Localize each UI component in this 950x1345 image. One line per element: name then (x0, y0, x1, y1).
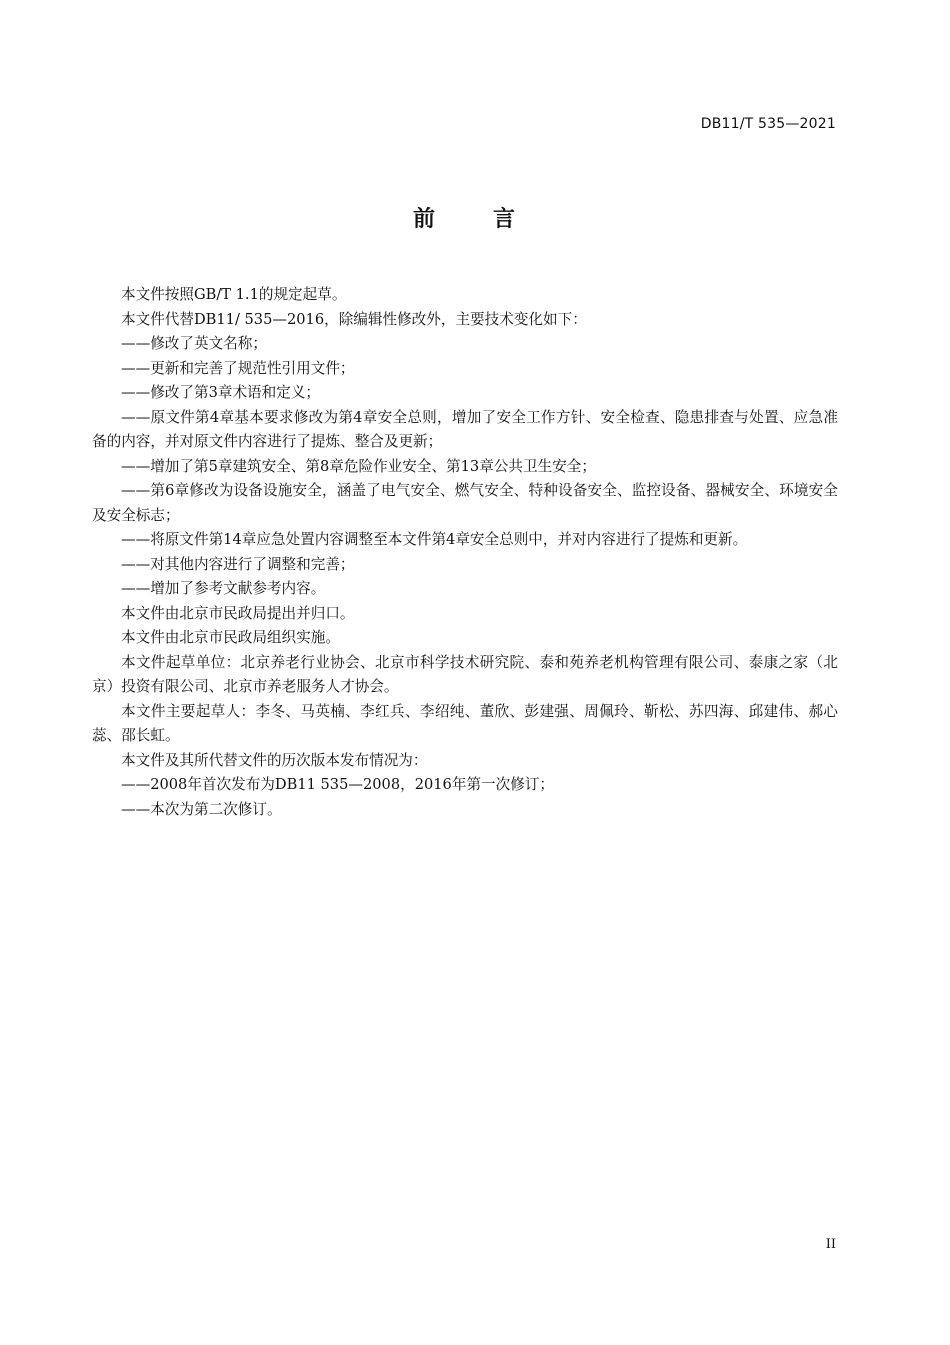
paragraph: ——对其他内容进行了调整和完善； (121, 555, 355, 573)
paragraph: ——更新和完善了规范性引用文件； (121, 359, 355, 377)
paragraph: ——增加了第5章建筑安全、第8章危险作业安全、第13章公共卫生安全； (121, 457, 596, 475)
paragraph: ——修改了第3章术语和定义； (121, 384, 321, 401)
paragraph: ——修改了英文名称； (121, 335, 267, 352)
paragraph: 本文件由北京市民政局提出并归口。 (121, 604, 355, 622)
paragraph: ——第6章修改为设备设施安全，涵盖了电气安全、燃气安全、特种设备安全、监控设备、器械安全、环境安全及安全标志； (92, 482, 838, 524)
paragraph: 本文件及其所代替文件的历次版本发布情况为： (121, 751, 428, 769)
paragraph: 本文件起草单位：北京养老行业协会、北京市科学技术研究院、泰和苑养老机构管理有限公司、泰康之家（北京）投资有限公司、北京市养老服务人才协会。 (92, 653, 838, 695)
paragraph: ——本次为第二次修订。 (121, 800, 282, 818)
paragraph: 本文件按照GB/T 1.1的规定起草。 (121, 286, 347, 303)
foreword-body (92, 283, 838, 822)
paragraph: 本文件主要起草人：李冬、马英楠、李红兵、李绍纯、董欣、彭建强、周佩玲、靳松、苏四海、邱建伟、郝心蕊、邵长虹。 (92, 702, 838, 744)
document-code: DB11/T 535—2021 (700, 116, 836, 132)
paragraph: ——原文件第4章基本要求修改为第4章安全总则，增加了安全工作方针、安全检查、隐患排查与处置、应急准备的内容，并对原文件内容进行了提炼、整合及更新； (92, 408, 838, 450)
paragraph: ——增加了参考文献参考内容。 (121, 580, 326, 597)
page-title: 前言 (412, 207, 573, 232)
paragraph: 本文件代替DB11/ 535—2016，除编辑性修改外，主要技术变化如下： (121, 310, 587, 328)
paragraph: ——2008年首次发布为DB11 535—2008，2016年第一次修订； (121, 776, 555, 793)
page-number: II (825, 1237, 836, 1252)
paragraph: ——将原文件第14章应急处置内容调整至本文件第4章安全总则中，并对内容进行了提炼和更新。 (121, 531, 748, 548)
paragraph: 本文件由北京市民政局组织实施。 (121, 629, 340, 646)
